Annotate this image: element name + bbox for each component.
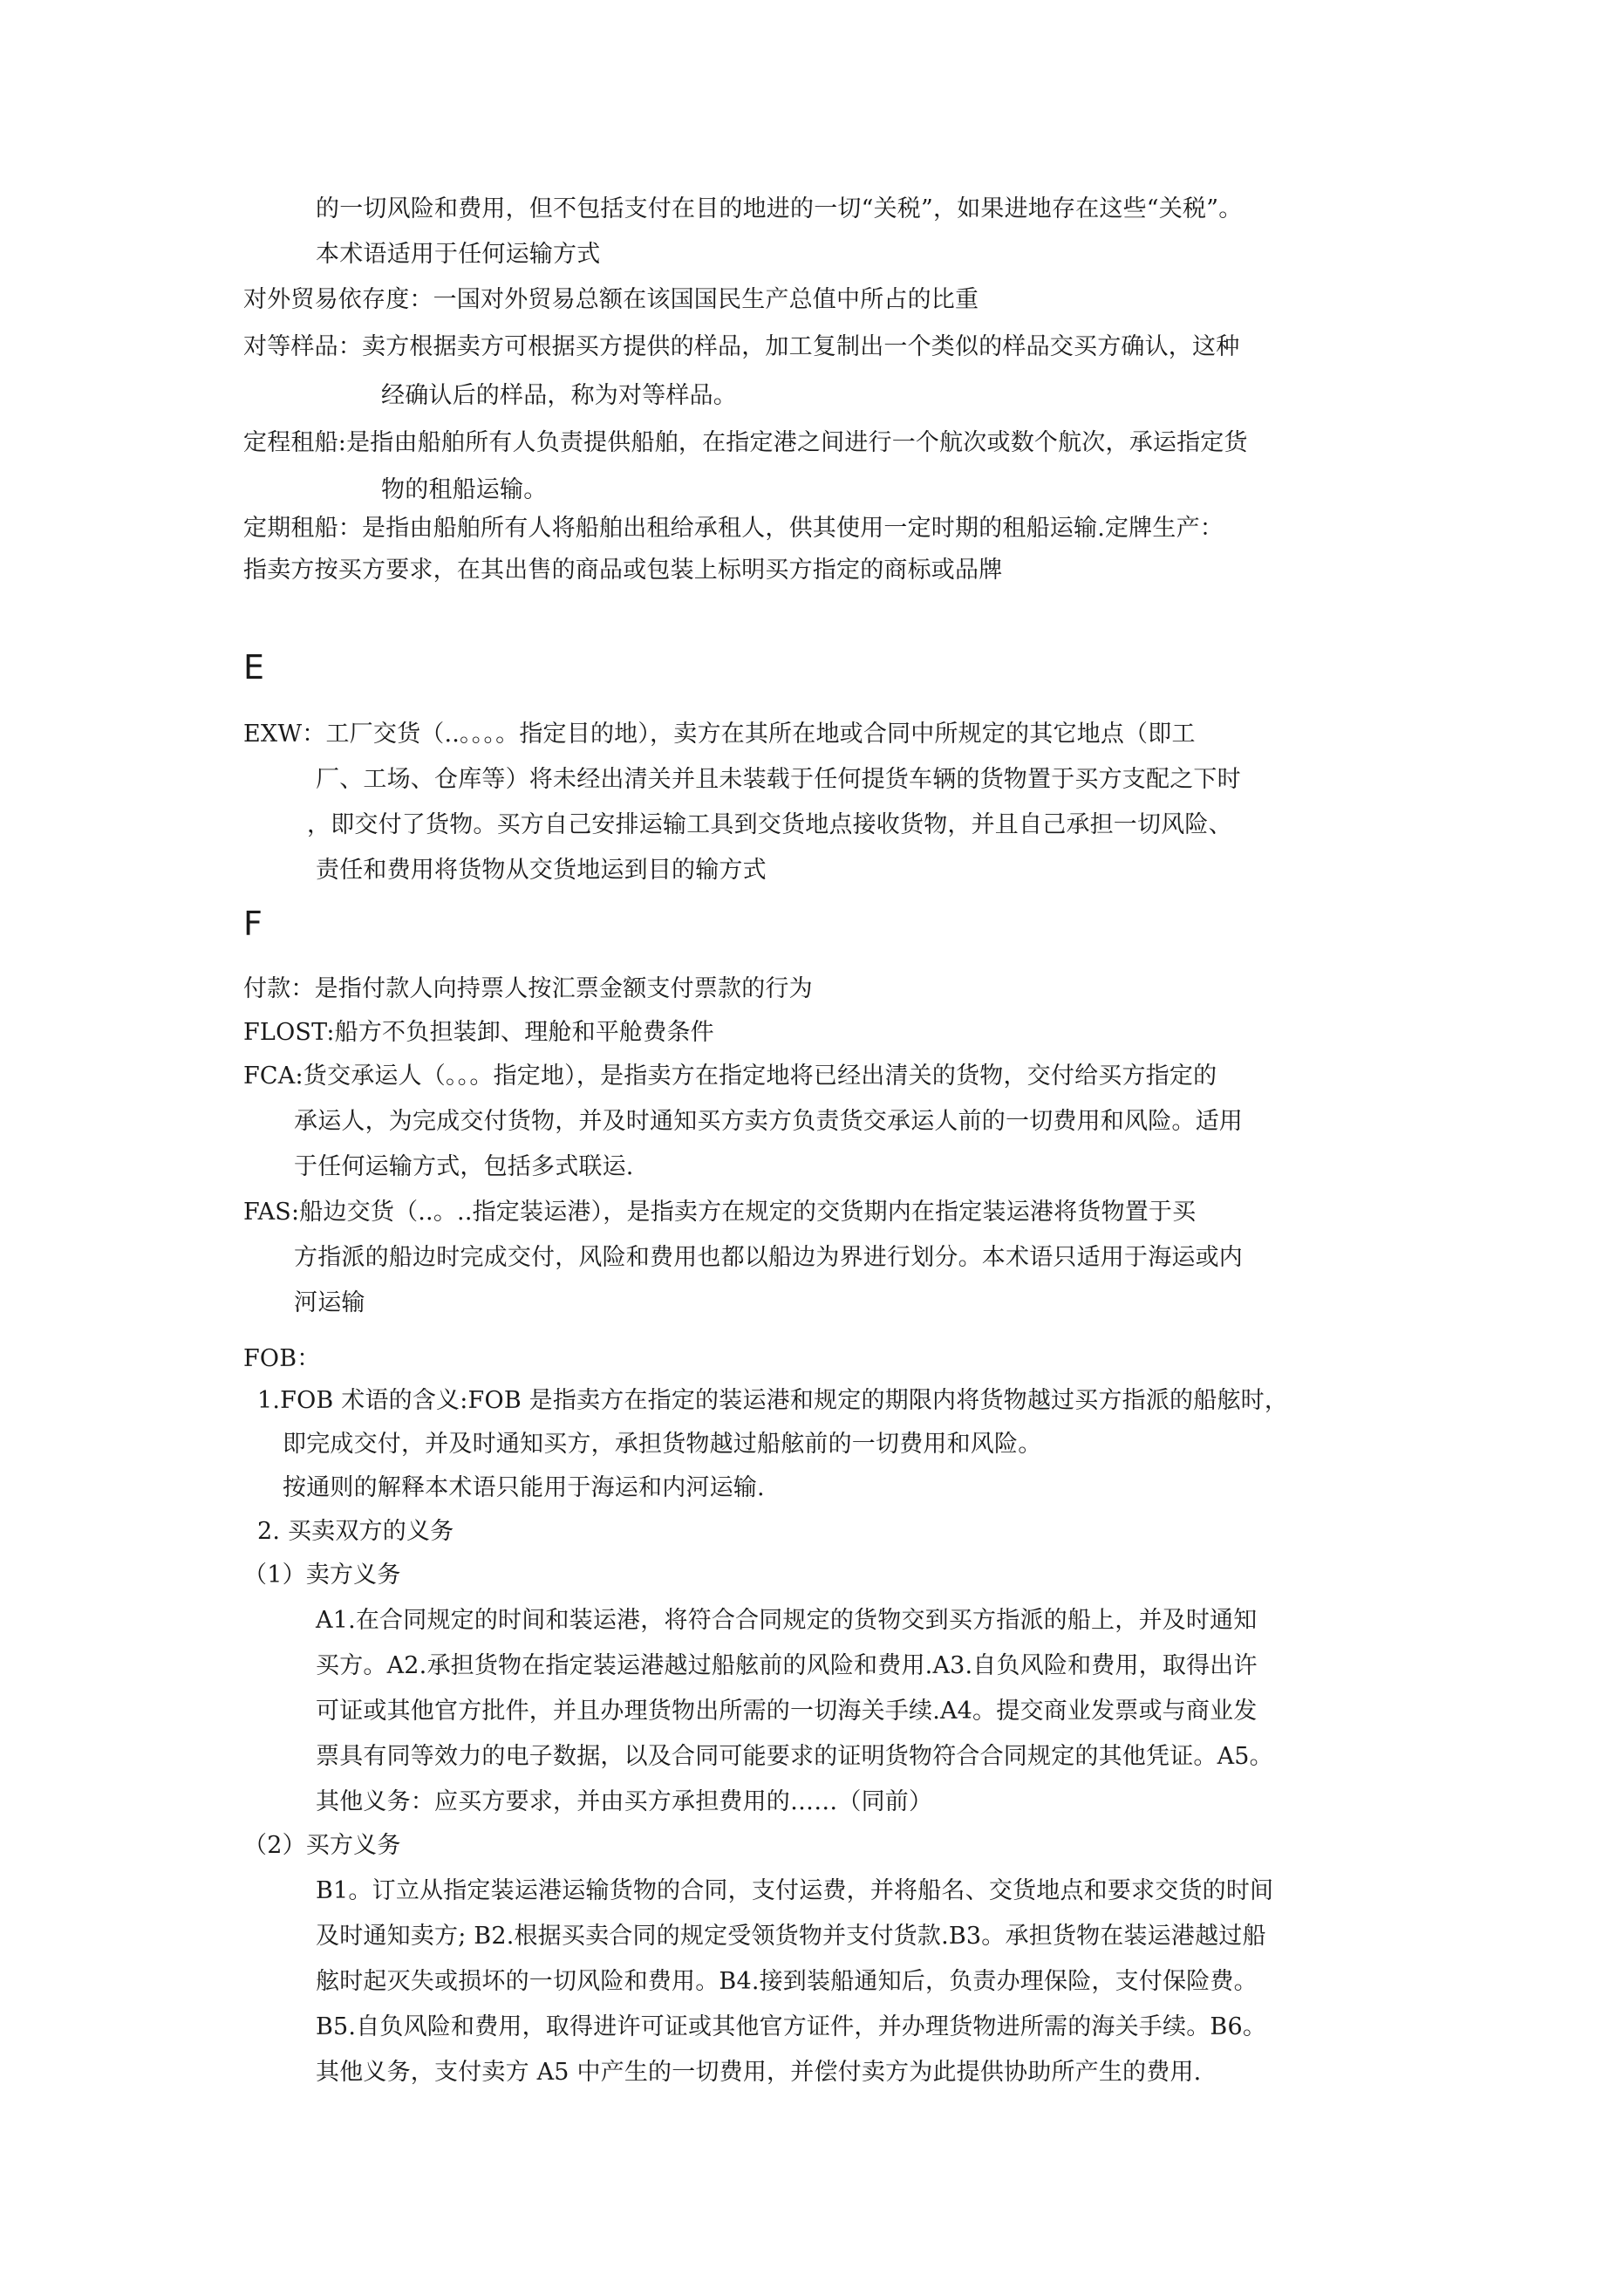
text-line: FAS:船边交货（..。..指定装运港），是指卖方在规定的交货期内在指定装运港将货物置于买 — [243, 1199, 1197, 1226]
text-line: 指卖方按买方要求，在其出售的商品或包装上标明买方指定的商标或品牌 — [243, 557, 1003, 584]
text-line: FLOST:船方不负担装卸、理舱和平舱费条件 — [243, 1019, 714, 1046]
text-line: FCA:货交承运人（。。。指定地），是指卖方在指定地将已经出清关的货物，交付给买方指定的 — [243, 1063, 1217, 1090]
section-heading-e: E — [243, 648, 265, 687]
text-line: EXW：工厂交货（..。。。。指定目的地），卖方在其所在地或合同中所规定的其它地点（即工 — [243, 721, 1196, 748]
text-line: 经确认后的样品，称为对等样品。 — [381, 382, 737, 409]
section-heading-f: F — [243, 905, 263, 943]
text-line: 定期租船：是指由船舶所有人将船舶出租给承租人，供其使用一定时期的租船运输.定牌生产： — [243, 515, 1224, 542]
text-line: FOB： — [243, 1345, 321, 1372]
text-line: 方指派的船边时完成交付，风险和费用也都以船边为界进行划分。本术语只适用于海运或内 — [294, 1244, 1243, 1271]
text-line: A1.在合同规定的时间和装运港，将符合合同规定的货物交到买方指派的船上，并及时通知 — [316, 1607, 1258, 1634]
text-line: 即完成交付，并及时通知买方，承担货物越过船舷前的一切费用和风险。 — [283, 1431, 1042, 1458]
text-line: 2. 买卖双方的义务 — [257, 1518, 454, 1545]
text-line: 责任和费用将货物从交货地运到目的输方式 — [316, 857, 767, 884]
text-line: （2）买方义务 — [243, 1832, 401, 1859]
text-line: 付款：是指付款人向持票人按汇票金额支付票款的行为 — [243, 975, 813, 1002]
text-line: 本术语适用于任何运输方式 — [316, 241, 601, 268]
text-line: （1）卖方义务 — [243, 1561, 401, 1589]
text-line: 按通则的解释本术语只能用于海运和内河运输. — [283, 1474, 765, 1501]
text-line: 可证或其他官方批件，并且办理货物出所需的一切海关手续.A4。提交商业发票或与商业发 — [316, 1698, 1258, 1725]
text-line: 的一切风险和费用，但不包括支付在目的地进的一切“关税”，如果进地存在这些“关税”。 — [316, 195, 1243, 222]
text-line: ，即交付了货物。买方自己安排运输工具到交货地点接收货物，并且自己承担一切风险、 — [307, 811, 1232, 838]
text-line: 定程租船:是指由船舶所有人负责提供船舶，在指定港之间进行一个航次或数个航次，承运指定货 — [243, 429, 1248, 456]
text-line: 1.FOB 术语的含义:FOB 是指卖方在指定的装运港和规定的期限内将货物越过买方指派的船舷时， — [257, 1387, 1289, 1414]
text-line: 物的租船运输。 — [381, 476, 548, 503]
text-line: B1。订立从指定装运港运输货物的合同，支付运费，并将船名、交货地点和要求交货的时间 — [316, 1877, 1274, 1904]
text-line: 票具有同等效力的电子数据，以及合同可能要求的证明货物符合合同规定的其他凭证。A5。 — [316, 1743, 1273, 1770]
text-line: 其他义务：应买方要求，并由买方承担费用的……（同前） — [316, 1788, 933, 1815]
text-line: B5.自负风险和费用，取得进许可证或其他官方证件，并办理货物进所需的海关手续。B6。 — [316, 2013, 1267, 2040]
text-line: 舷时起灭失或损坏的一切风险和费用。B4.接到装船通知后，负责办理保险，支付保险费。 — [316, 1968, 1258, 1995]
text-line: 买方。A2.承担货物在指定装运港越过船舷前的风险和费用.A3.自负风险和费用，取得出许 — [316, 1652, 1258, 1679]
text-line: 承运人，为完成交付货物，并及时通知买方卖方负责货交承运人前的一切费用和风险。适用 — [294, 1108, 1243, 1135]
text-line: 其他义务，支付卖方 A5 中产生的一切费用，并偿付卖方为此提供协助所产生的费用. — [316, 2059, 1202, 2086]
text-line: 对等样品：卖方根据卖方可根据买方提供的样品，加工复制出一个类似的样品交买方确认，这种 — [243, 333, 1240, 360]
text-line: 河运输 — [294, 1289, 365, 1316]
text-line: 对外贸易依存度：一国对外贸易总额在该国国民生产总值中所占的比重 — [243, 286, 979, 313]
text-line: 及时通知卖方; B2.根据买卖合同的规定受领货物并支付货款.B3。承担货物在装运港越过船 — [316, 1923, 1266, 1950]
text-line: 于任何运输方式，包括多式联运. — [294, 1153, 634, 1180]
text-line: 厂、工场、仓库等）将未经出清关并且未装载于任何提货车辆的货物置于买方支配之下时 — [316, 766, 1241, 793]
